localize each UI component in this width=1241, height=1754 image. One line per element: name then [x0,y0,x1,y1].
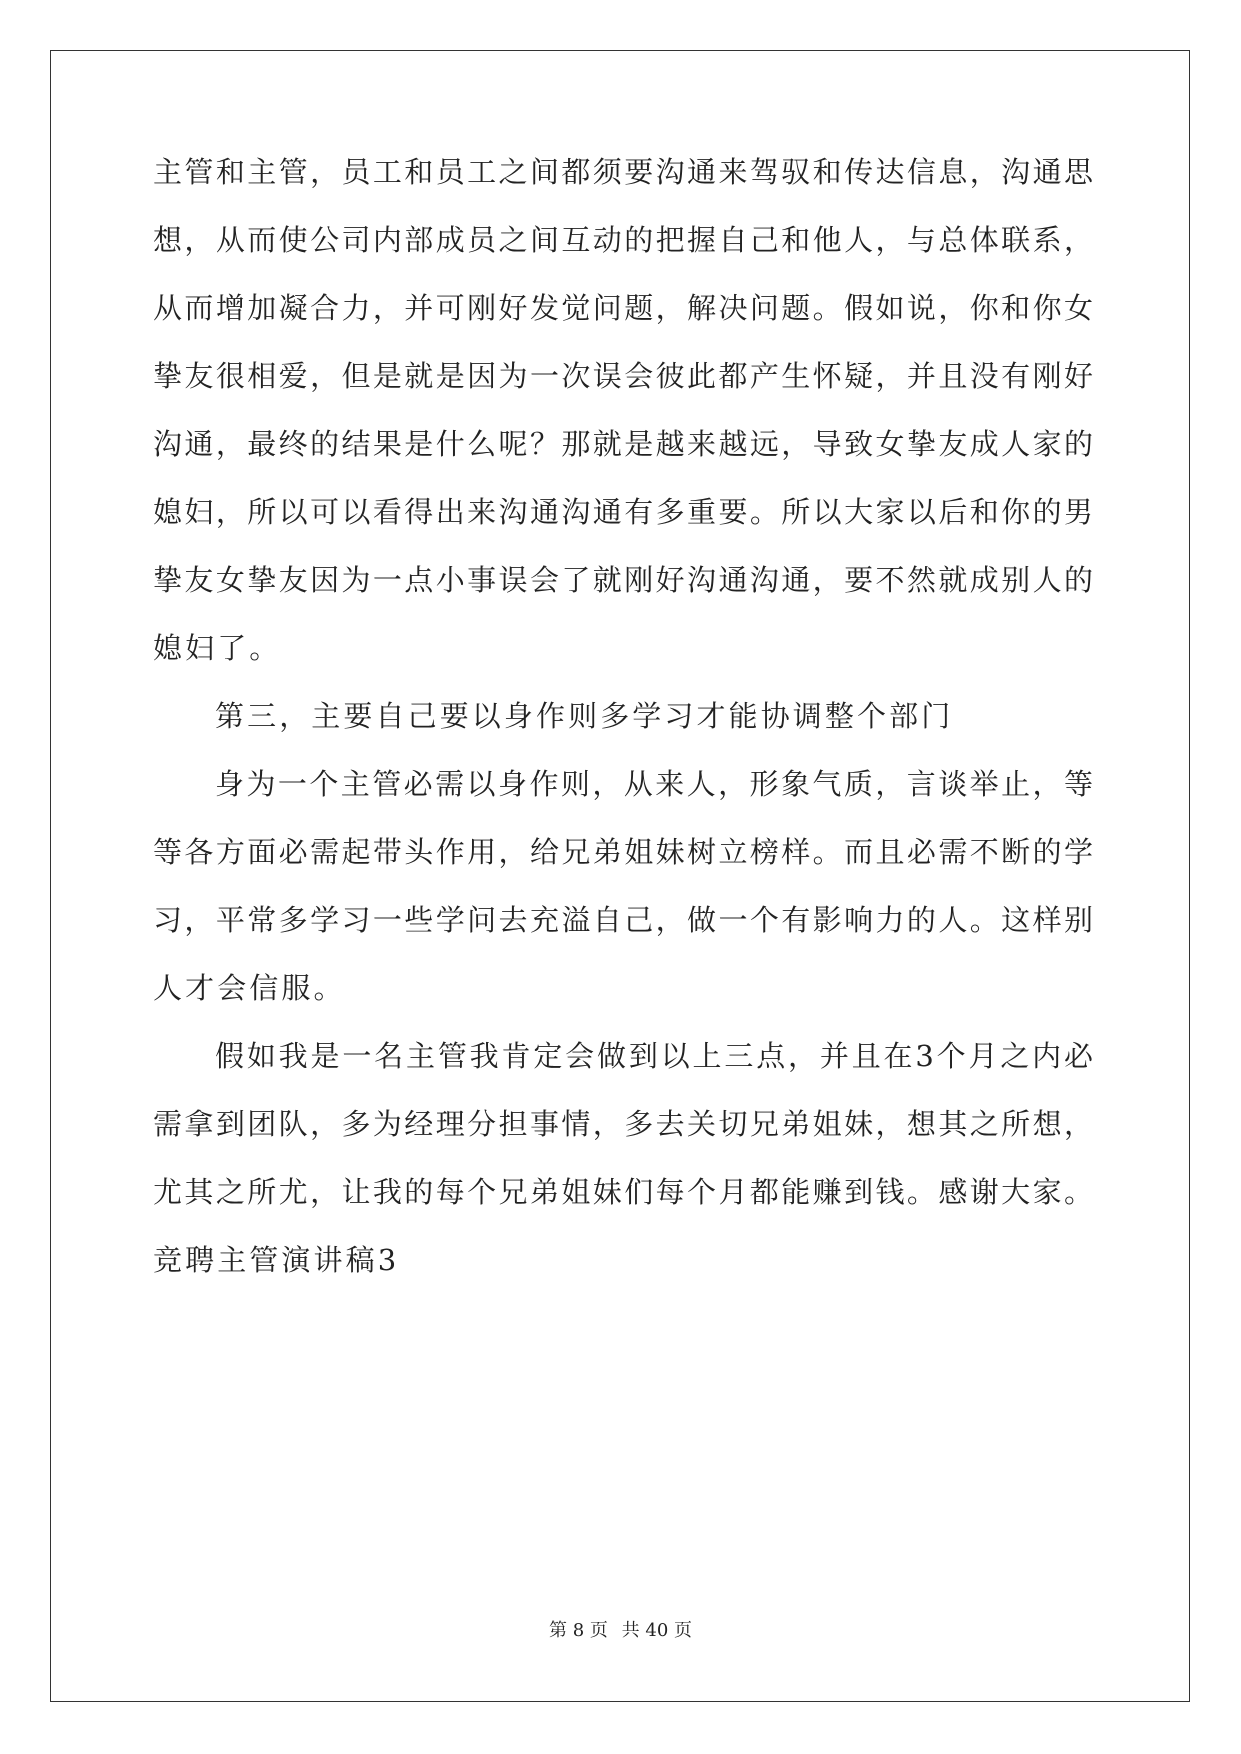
text-line: 挚友女挚友因为一点小事误会了就刚好沟通沟通，要不然就成别人的 [153,563,1093,597]
text-line: 等各方面必需起带头作用，给兄弟姐妹树立榜样。而且必需不断的学 [153,835,1093,869]
text-line: 主管和主管，员工和员工之间都须要沟通来驾驭和传达信息，沟通思 [153,155,1093,189]
text-line: 习，平常多学习一些学问去充溢自己，做一个有影响力的人。这样别 [153,903,1093,937]
text-line: 人才会信服。 [153,971,346,1005]
text-line: 沟通，最终的结果是什么呢？那就是越来越远，导致女挚友成人家的 [153,427,1093,461]
text-line: 挚友很相爱，但是就是因为一次误会彼此都产生怀疑，并且没有刚好 [153,359,1093,393]
text-line: 身为一个主管必需以身作则，从来人，形象气质，言谈举止，等 [215,767,1093,801]
text-line: 媳妇，所以可以看得出来沟通沟通有多重要。所以大家以后和你的男 [153,495,1093,529]
text-line: 假如我是一名主管我肯定会做到以上三点，并且在3个月之内必 [215,1039,1093,1073]
page-total: 共 40 页 [621,1620,692,1641]
page-number: 第 8 页 [549,1620,608,1641]
text-line: 从而增加凝合力，并可刚好发觉问题，解决问题。假如说，你和你女 [153,291,1093,325]
text-line: 想，从而使公司内部成员之间互动的把握自己和他人，与总体联系， [153,223,1093,257]
text-line: 需拿到团队，多为经理分担事情，多去关切兄弟姐妹，想其之所想， [153,1107,1093,1141]
section-title: 竞聘主管演讲稿3 [153,1243,400,1277]
section-heading: 第三，主要自己要以身作则多学习才能协调整个部门 [215,699,954,733]
text-line: 尤其之所尤，让我的每个兄弟姐妹们每个月都能赚到钱。感谢大家。 [153,1175,1093,1209]
page-footer [0,1616,1241,1642]
text-line: 媳妇了。 [153,631,282,665]
